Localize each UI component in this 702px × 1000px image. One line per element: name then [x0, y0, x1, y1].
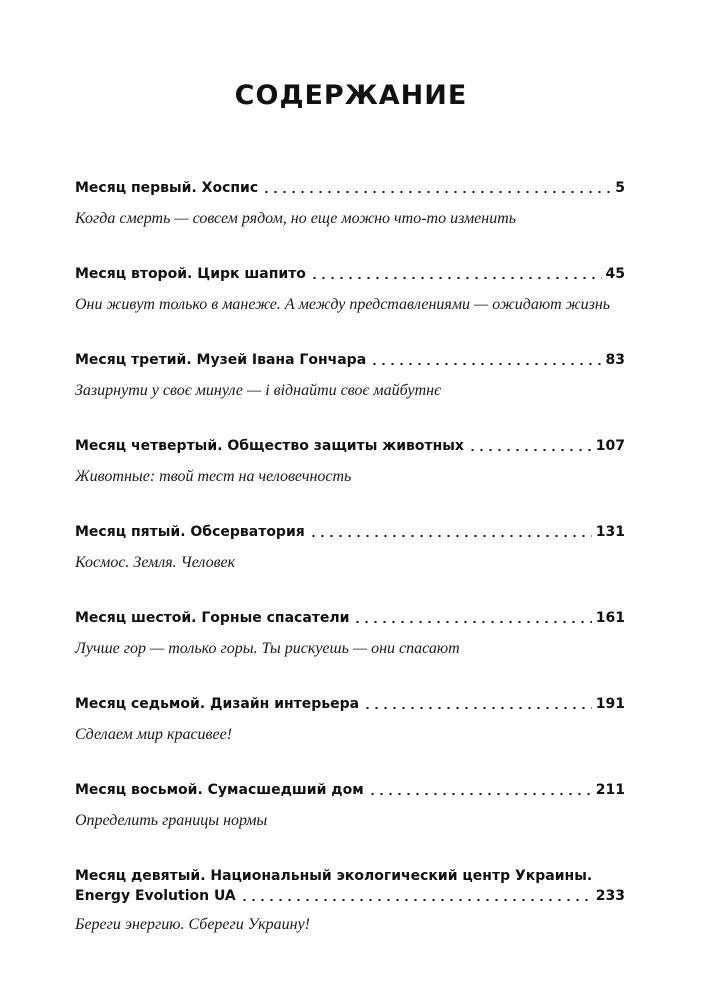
toc-entry-page: 131: [595, 524, 625, 540]
toc-entry-title: Месяц второй. Цирк шапито: [75, 266, 306, 282]
toc-entry-subtitle: Когда смерть — совсем рядом, но еще можно что-то изменить: [75, 210, 517, 227]
toc-entry: [75, 178, 625, 264]
toc-entry-line: [75, 608, 625, 628]
toc-entry-line: [75, 436, 625, 456]
toc-entry-page: 5: [615, 180, 625, 196]
dot-leader: [368, 793, 592, 795]
toc-entry: [75, 522, 625, 608]
toc-entry-title-line1: Месяц девятый. Национальный экологический центр Украины.: [75, 868, 593, 884]
toc-entry-subtitle: Береги энергию. Сбереги Украину!: [75, 916, 310, 933]
toc-entry-subtitle: Животные: твой тест на человечность: [75, 468, 352, 485]
toc-entry-title: Месяц седьмой. Дизайн интерьера: [75, 696, 360, 712]
toc-entry: [75, 866, 625, 952]
toc-entry-line: [75, 522, 625, 542]
toc-entry-subtitle: Зазирнути у своє минуле — і віднайти своє майбутнє: [75, 382, 442, 399]
toc-entry-title: Месяц первый. Хоспис: [75, 180, 259, 196]
toc-entry-subtitle: Космос. Земля. Человек: [75, 554, 236, 571]
dot-leader: [353, 621, 591, 623]
toc-entry-title: Energy Evolution UA: [75, 888, 236, 904]
dot-leader: [370, 363, 601, 365]
toc-entry-title: Месяц шестой. Горные спасатели: [75, 610, 350, 626]
toc-entry-subtitle: Определить границы нормы: [75, 812, 268, 829]
page-title: СОДЕРЖАНИЕ: [234, 80, 468, 111]
toc-entry-line: [75, 350, 625, 370]
toc-entry-title: Месяц восьмой. Сумасшедший дом: [75, 782, 364, 798]
toc-entry-line: [75, 780, 625, 800]
dot-leader: [262, 191, 611, 193]
toc-entry-title: Месяц четвертый. Общество защиты животных: [75, 438, 464, 454]
dot-leader: [240, 899, 592, 901]
toc-entry-line: [75, 886, 625, 906]
toc-entry-line: [75, 694, 625, 714]
toc-entry-line: [75, 264, 625, 284]
toc-entry: [75, 264, 625, 350]
dot-leader: [310, 277, 602, 279]
toc-entry: [75, 780, 625, 866]
toc-entry-page: 191: [595, 696, 625, 712]
toc-entry-title: Месяц третий. Музей Івана Гончара: [75, 352, 367, 368]
toc-entry-line: [75, 178, 625, 198]
dot-leader: [468, 449, 592, 451]
table-of-contents: [75, 178, 625, 952]
toc-entry-page: 211: [595, 782, 625, 798]
toc-entry-page: 161: [595, 610, 625, 626]
toc-entry: [75, 694, 625, 780]
toc-entry-subtitle: Лучше гор — только горы. Ты рискуешь — они спасают: [75, 640, 460, 657]
toc-entry-page: 107: [595, 438, 625, 454]
toc-entry: [75, 608, 625, 694]
toc-entry: [75, 436, 625, 522]
dot-leader: [363, 707, 592, 709]
toc-entry: [75, 350, 625, 436]
toc-entry-page: 45: [605, 266, 625, 282]
toc-entry-subtitle: Они живут только в манеже. А между представлениями — ожидают жизнь: [75, 296, 611, 313]
toc-entry-page: 233: [595, 888, 625, 904]
toc-entry-subtitle: Сделаем мир красивее!: [75, 726, 233, 743]
dot-leader: [309, 535, 592, 537]
toc-entry-page: 83: [605, 352, 625, 368]
toc-entry-title: Месяц пятый. Обсерватория: [75, 524, 305, 540]
